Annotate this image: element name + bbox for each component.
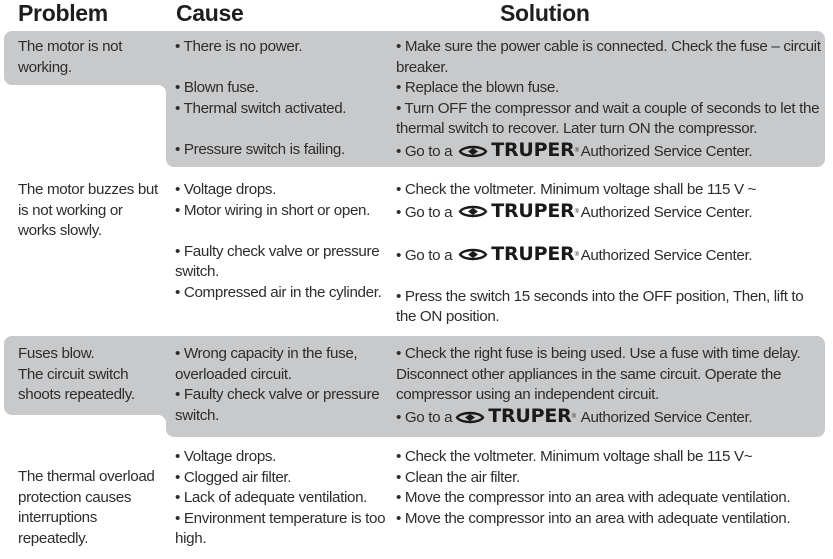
truper-logo <box>458 201 578 222</box>
cause-item: • Clogged air filter. <box>175 468 292 486</box>
row-3-causes <box>175 344 379 426</box>
solution-item: thermal switch to recover. Later turn ON the compressor. <box>396 120 758 138</box>
cause-item: high. <box>175 530 207 548</box>
registered-mark: ® <box>574 147 579 154</box>
cause-item: • Pressure switch is failing. <box>175 140 345 158</box>
cause-item: switch. <box>175 263 219 281</box>
cause-item: • There is no power. <box>175 38 303 55</box>
cause-item: • Voltage drops. <box>175 448 277 465</box>
solution-item: • Check the voltmeter. Minimum voltage shall be 115 V~ <box>396 448 753 465</box>
header-solution: Solution <box>500 0 590 26</box>
problem-line: working. <box>18 58 72 76</box>
truper-wordmark: TRUPER <box>491 139 575 162</box>
truper-logo-icon <box>458 247 488 260</box>
go-to-text: • Go to a <box>396 246 453 264</box>
row-1-causes <box>175 37 346 161</box>
solution-item: • Press the switch 15 seconds into the OFF position, Then, lift to <box>396 287 804 305</box>
cause-item: • Blown fuse. <box>175 79 259 97</box>
service-center-text: Authorized Service Center. <box>580 203 753 221</box>
solution-item: • Move the compressor into an area with adequate ventilation. <box>396 489 791 507</box>
solution-item-service <box>396 406 800 428</box>
problem-line: interruptions <box>18 509 98 527</box>
solution-item: • Move the compressor into an area with adequate ventilation. <box>396 509 791 527</box>
row-4-causes <box>175 447 385 550</box>
header-cause: Cause <box>176 0 244 26</box>
cause-item: • Lack of adequate ventilation. <box>175 489 368 507</box>
row-2-causes <box>175 180 382 304</box>
truper-logo <box>455 406 575 427</box>
truper-logo-icon <box>458 204 488 217</box>
solution-item: • Replace the blown fuse. <box>396 79 559 97</box>
service-center-text: Authorized Service Center. <box>580 142 753 160</box>
solution-item: • Check the voltmeter. Minimum voltage shall be 115 V ~ <box>396 181 757 198</box>
row-2-solutions <box>396 180 803 328</box>
problem-line: is not working or <box>18 201 123 219</box>
cause-item: • Thermal switch activated. <box>175 99 347 117</box>
registered-mark: ® <box>574 251 579 258</box>
cause-item: • Environment temperature is too <box>175 509 386 527</box>
problem-line: repeatedly. <box>18 529 89 547</box>
row-3-solutions <box>396 344 800 428</box>
solution-item: Disconnect other appliances in the same circuit. Operate the <box>396 365 782 383</box>
problem-line: The motor is not <box>18 38 123 55</box>
row-4-solutions <box>396 447 790 529</box>
go-to-text: • Go to a <box>396 203 453 221</box>
row-1-solutions <box>396 37 821 162</box>
service-center-text: Authorized Service Center. <box>580 408 753 426</box>
solution-item-service <box>396 244 803 266</box>
cause-item: overloaded circuit. <box>175 365 292 383</box>
solution-item: the ON position. <box>396 308 500 326</box>
row-1-problem <box>18 37 122 78</box>
solution-item-service <box>396 140 821 162</box>
cause-item: • Faulty check valve or pressure <box>175 242 380 260</box>
problem-line: shoots repeatedly. <box>18 386 135 404</box>
solution-item: • Clean the air filter. <box>396 468 520 486</box>
truper-wordmark: TRUPER <box>491 199 575 222</box>
registered-mark: ® <box>571 413 576 420</box>
service-center-text: Authorized Service Center. <box>580 246 753 264</box>
row-3-problem <box>18 344 135 406</box>
cause-item: • Faulty check valve or pressure <box>175 386 380 404</box>
truper-logo-icon <box>458 144 488 157</box>
solution-item: breaker. <box>396 58 449 76</box>
row-4-problem <box>18 467 155 549</box>
problem-line: The motor buzzes but <box>18 181 158 198</box>
row-3-notch-round <box>146 415 166 435</box>
truper-wordmark: TRUPER <box>488 405 572 428</box>
solution-item: • Make sure the power cable is connected. Check the fuse – circuit <box>396 38 821 55</box>
problem-line: protection causes <box>18 488 132 506</box>
row-1-notch-round <box>146 85 166 105</box>
go-to-text: • Go to a <box>396 142 453 160</box>
cause-item: • Motor wiring in short or open. <box>175 201 371 219</box>
truper-logo <box>458 244 578 265</box>
cause-item: • Compressed air in the cylinder. <box>175 283 382 301</box>
solution-item: compressor using an independent circuit. <box>396 386 659 404</box>
cause-item: • Wrong capacity in the fuse, <box>175 345 358 362</box>
cause-item: switch. <box>175 406 219 424</box>
header-problem: Problem <box>18 0 108 26</box>
problem-line: Fuses blow. <box>18 345 95 362</box>
problem-line: The thermal overload <box>18 468 155 485</box>
solution-item-service <box>396 201 803 223</box>
solution-item: • Turn OFF the compressor and wait a couple of seconds to let the <box>396 99 820 117</box>
cause-item: • Voltage drops. <box>175 181 277 198</box>
row-2-problem <box>18 180 158 242</box>
truper-logo <box>458 140 578 161</box>
truper-wordmark: TRUPER <box>491 242 575 265</box>
go-to-text: • Go to a <box>396 408 453 426</box>
registered-mark: ® <box>574 208 579 215</box>
problem-line: works slowly. <box>18 222 102 240</box>
solution-item: • Check the right fuse is being used. Use a fuse with time delay. <box>396 345 801 362</box>
truper-logo-icon <box>455 410 485 423</box>
problem-line: The circuit switch <box>18 365 129 383</box>
